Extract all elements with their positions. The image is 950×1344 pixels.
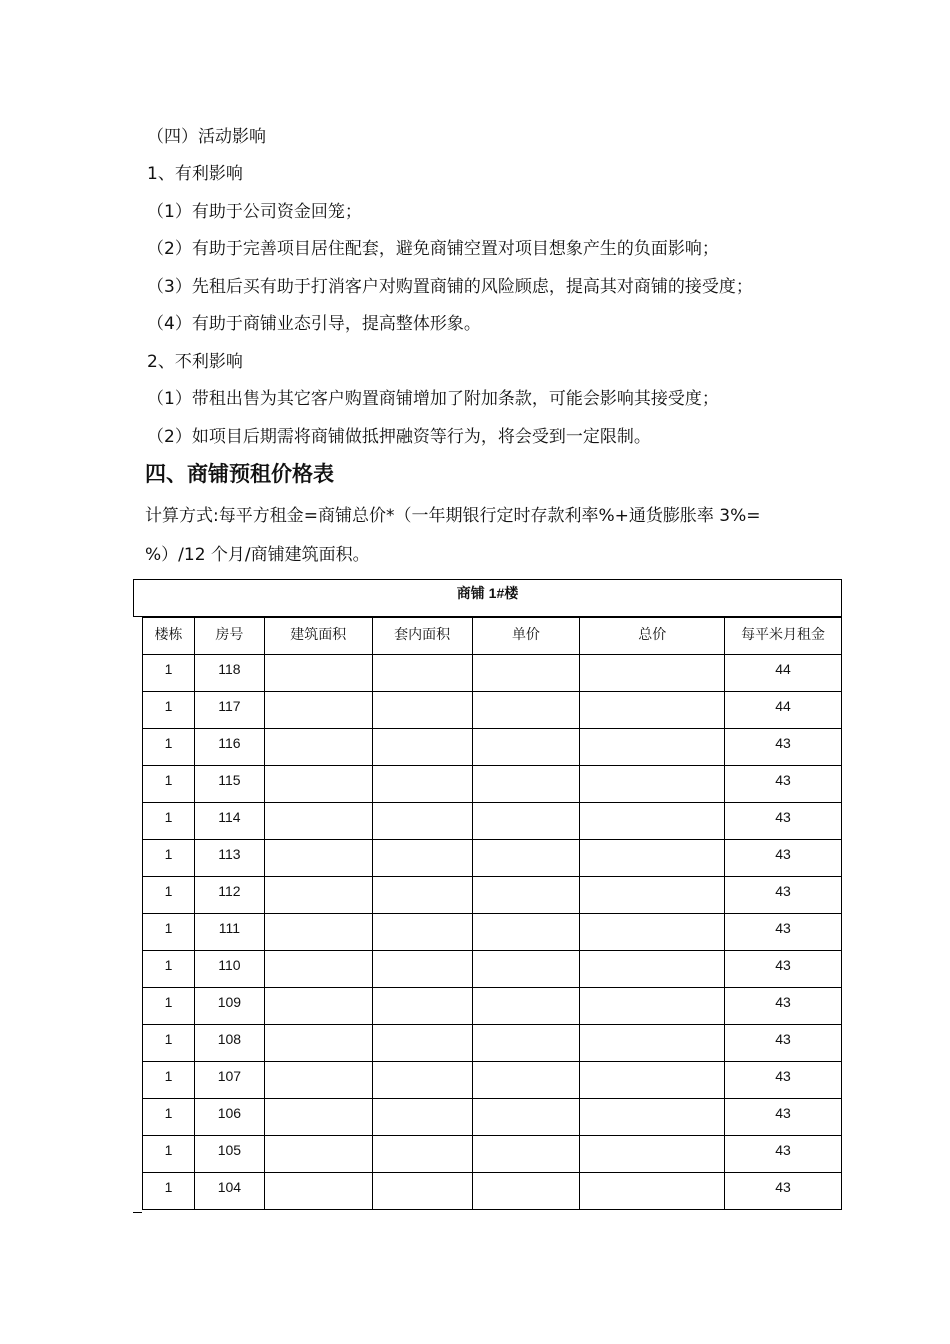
cell-room: 117 xyxy=(194,692,264,729)
cell-room: 115 xyxy=(194,766,264,803)
cell-total-price xyxy=(580,1099,725,1136)
cell-unit-price xyxy=(472,1025,580,1062)
table-header-row xyxy=(143,618,842,655)
cell-gross-area xyxy=(264,840,372,877)
cell-building: 1 xyxy=(143,951,195,988)
cell-gross-area xyxy=(264,1136,372,1173)
table-row xyxy=(143,1173,842,1210)
cell-monthly-rent: 43 xyxy=(725,877,842,914)
cell-gross-area xyxy=(264,914,372,951)
cell-building: 1 xyxy=(143,1099,195,1136)
cell-unit-price xyxy=(472,1136,580,1173)
cell-gross-area xyxy=(264,1099,372,1136)
cell-building: 1 xyxy=(143,840,195,877)
cell-monthly-rent: 43 xyxy=(725,951,842,988)
cell-monthly-rent: 43 xyxy=(725,803,842,840)
cell-total-price xyxy=(580,988,725,1025)
cell-building: 1 xyxy=(143,655,195,692)
table-row xyxy=(143,1136,842,1173)
header-building: 楼栋 xyxy=(143,618,195,655)
cell-unit-price xyxy=(472,951,580,988)
table-row xyxy=(143,766,842,803)
cell-gross-area xyxy=(264,988,372,1025)
header-total-price: 总价 xyxy=(580,618,725,655)
cell-total-price xyxy=(580,877,725,914)
cell-room: 118 xyxy=(194,655,264,692)
cell-net-area xyxy=(372,1136,472,1173)
cell-building: 1 xyxy=(143,766,195,803)
cell-room: 110 xyxy=(194,951,264,988)
table-row xyxy=(143,877,842,914)
cell-room: 114 xyxy=(194,803,264,840)
cell-room: 112 xyxy=(194,877,264,914)
table-row xyxy=(143,840,842,877)
cell-net-area xyxy=(372,803,472,840)
header-net-area: 套内面积 xyxy=(372,618,472,655)
table-row xyxy=(143,988,842,1025)
cell-net-area xyxy=(372,988,472,1025)
favorable-item: （4）有助于商铺业态引导，提高整体形象。 xyxy=(147,314,481,334)
header-room: 房号 xyxy=(194,618,264,655)
cell-building: 1 xyxy=(143,1062,195,1099)
cell-gross-area xyxy=(264,729,372,766)
cell-unit-price xyxy=(472,766,580,803)
cell-room: 104 xyxy=(194,1173,264,1210)
header-unit-price: 单价 xyxy=(472,618,580,655)
cell-monthly-rent: 43 xyxy=(725,1025,842,1062)
cell-net-area xyxy=(372,692,472,729)
table-row xyxy=(143,692,842,729)
cell-total-price xyxy=(580,1062,725,1099)
cell-room: 108 xyxy=(194,1025,264,1062)
cell-total-price xyxy=(580,1136,725,1173)
cell-net-area xyxy=(372,1099,472,1136)
favorable-item: （2）有助于完善项目居住配套，避免商铺空置对项目想象产生的负面影响； xyxy=(147,239,719,259)
cell-unit-price xyxy=(472,877,580,914)
cell-net-area xyxy=(372,914,472,951)
cell-net-area xyxy=(372,729,472,766)
cell-room: 116 xyxy=(194,729,264,766)
cell-monthly-rent: 43 xyxy=(725,1136,842,1173)
cell-net-area xyxy=(372,1025,472,1062)
cell-gross-area xyxy=(264,655,372,692)
favorable-item: （1）有助于公司资金回笼； xyxy=(147,202,362,222)
table-title: 商铺 1#楼 xyxy=(133,579,842,617)
cell-monthly-rent: 43 xyxy=(725,1062,842,1099)
cell-total-price xyxy=(580,655,725,692)
cell-monthly-rent: 43 xyxy=(725,840,842,877)
cell-building: 1 xyxy=(143,729,195,766)
table-row xyxy=(143,951,842,988)
cell-total-price xyxy=(580,1025,725,1062)
cell-unit-price xyxy=(472,988,580,1025)
cell-building: 1 xyxy=(143,914,195,951)
cell-gross-area xyxy=(264,1025,372,1062)
cell-total-price xyxy=(580,803,725,840)
cell-gross-area xyxy=(264,1173,372,1210)
cell-unit-price xyxy=(472,1173,580,1210)
cell-monthly-rent: 43 xyxy=(725,729,842,766)
table-corner-line xyxy=(133,1212,142,1213)
cell-room: 111 xyxy=(194,914,264,951)
table-title-box xyxy=(133,579,842,617)
cell-gross-area xyxy=(264,692,372,729)
cell-unit-price xyxy=(472,1062,580,1099)
table-row xyxy=(143,729,842,766)
cell-net-area xyxy=(372,766,472,803)
cell-building: 1 xyxy=(143,1136,195,1173)
cell-net-area xyxy=(372,655,472,692)
table-row xyxy=(143,1025,842,1062)
cell-unit-price xyxy=(472,692,580,729)
header-gross-area: 建筑面积 xyxy=(264,618,372,655)
cell-net-area xyxy=(372,1173,472,1210)
cell-unit-price xyxy=(472,803,580,840)
rent-price-table xyxy=(142,617,842,1210)
cell-building: 1 xyxy=(143,1173,195,1210)
unfavorable-item: （1）带租出售为其它客户购置商铺增加了附加条款，可能会影响其接受度； xyxy=(147,389,719,409)
cell-room: 106 xyxy=(194,1099,264,1136)
cell-room: 109 xyxy=(194,988,264,1025)
cell-monthly-rent: 43 xyxy=(725,1173,842,1210)
cell-total-price xyxy=(580,914,725,951)
cell-unit-price xyxy=(472,914,580,951)
table-row xyxy=(143,655,842,692)
formula-line-2: %）/12 个月/商铺建筑面积。 xyxy=(145,545,370,565)
cell-gross-area xyxy=(264,766,372,803)
unfavorable-heading: 2、不利影响 xyxy=(147,352,243,372)
cell-gross-area xyxy=(264,951,372,988)
cell-monthly-rent: 43 xyxy=(725,766,842,803)
cell-gross-area xyxy=(264,803,372,840)
table-row xyxy=(143,914,842,951)
cell-net-area xyxy=(372,1062,472,1099)
cell-unit-price xyxy=(472,840,580,877)
cell-unit-price xyxy=(472,729,580,766)
cell-monthly-rent: 44 xyxy=(725,692,842,729)
favorable-heading: 1、有利影响 xyxy=(147,164,243,184)
cell-unit-price xyxy=(472,1099,580,1136)
cell-building: 1 xyxy=(143,877,195,914)
favorable-item: （3）先租后买有助于打消客户对购置商铺的风险顾虑，提高其对商铺的接受度； xyxy=(147,277,753,297)
cell-building: 1 xyxy=(143,803,195,840)
cell-monthly-rent: 43 xyxy=(725,1099,842,1136)
header-monthly-rent: 每平米月租金 xyxy=(725,618,842,655)
cell-unit-price xyxy=(472,655,580,692)
cell-total-price xyxy=(580,951,725,988)
cell-room: 113 xyxy=(194,840,264,877)
cell-room: 107 xyxy=(194,1062,264,1099)
table-row xyxy=(143,803,842,840)
formula-line-1: 计算方式:每平方租金=商铺总价*（一年期银行定时存款利率%+通货膨胀率 3%= xyxy=(145,506,761,526)
cell-net-area xyxy=(372,951,472,988)
cell-net-area xyxy=(372,877,472,914)
cell-gross-area xyxy=(264,1062,372,1099)
unfavorable-item: （2）如项目后期需将商铺做抵押融资等行为，将会受到一定限制。 xyxy=(147,427,651,447)
table-row xyxy=(143,1062,842,1099)
cell-monthly-rent: 44 xyxy=(725,655,842,692)
cell-monthly-rent: 43 xyxy=(725,914,842,951)
cell-room: 105 xyxy=(194,1136,264,1173)
cell-building: 1 xyxy=(143,692,195,729)
cell-total-price xyxy=(580,766,725,803)
cell-monthly-rent: 43 xyxy=(725,988,842,1025)
section-title: 四、商铺预租价格表 xyxy=(145,462,334,486)
cell-building: 1 xyxy=(143,988,195,1025)
cell-total-price xyxy=(580,1173,725,1210)
cell-total-price xyxy=(580,692,725,729)
cell-total-price xyxy=(580,729,725,766)
subsection-heading: （四）活动影响 xyxy=(147,127,266,147)
cell-gross-area xyxy=(264,877,372,914)
cell-total-price xyxy=(580,840,725,877)
cell-net-area xyxy=(372,840,472,877)
table-row xyxy=(143,1099,842,1136)
cell-building: 1 xyxy=(143,1025,195,1062)
